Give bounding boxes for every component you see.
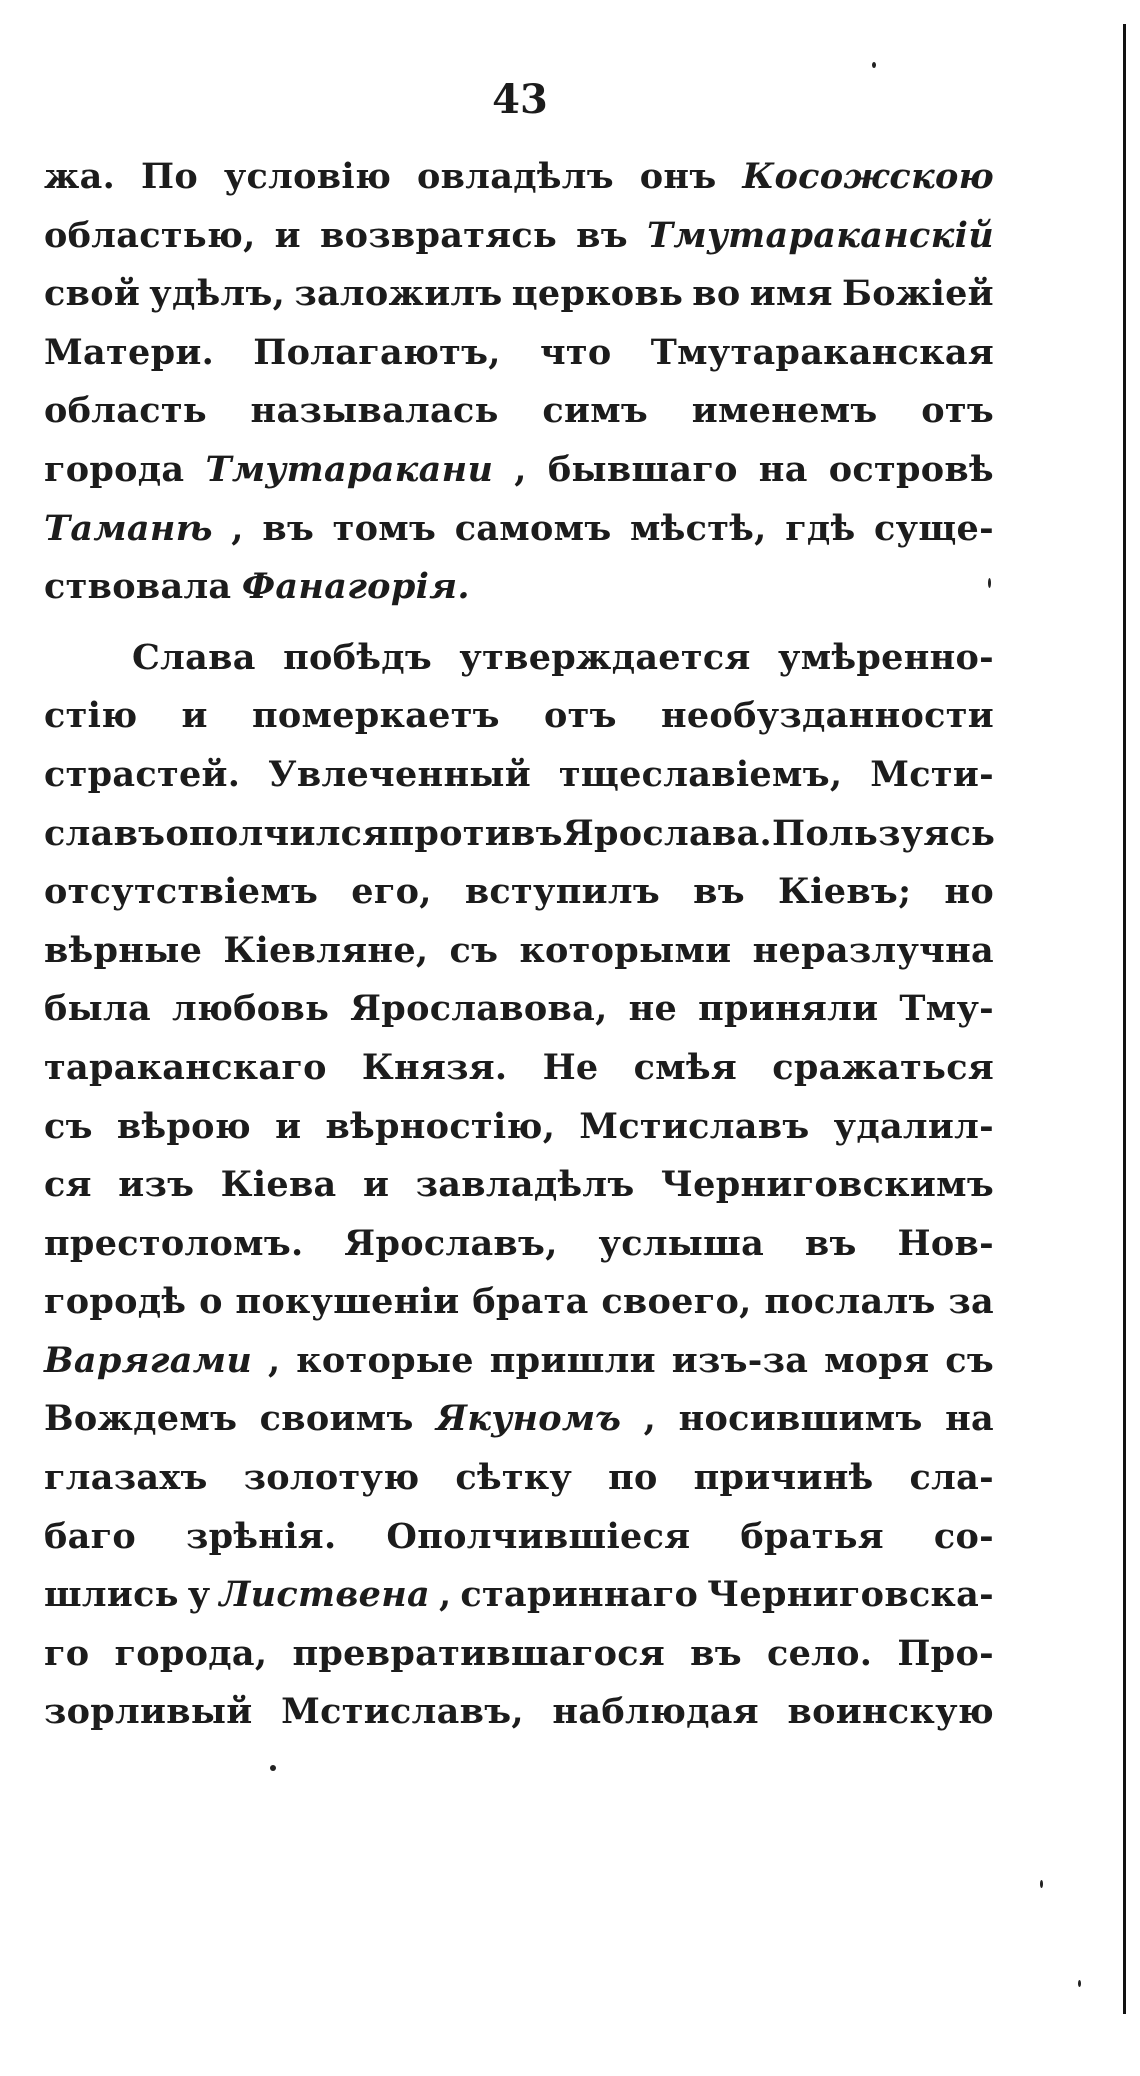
word: не (628, 988, 678, 1030)
word: Тму- (899, 988, 994, 1030)
word: Про- (897, 1632, 994, 1674)
word: услыша (598, 1222, 765, 1264)
text-line (44, 922, 994, 981)
word: неразлучна (752, 929, 994, 971)
word: отъ (921, 390, 994, 432)
word: зрѣнія. (185, 1515, 337, 1557)
word: имя (749, 273, 833, 315)
word: Черниговска- (707, 1574, 994, 1616)
word: Вождемъ (44, 1398, 238, 1440)
text-line (44, 1449, 994, 1508)
text-line (44, 863, 994, 922)
text-line (44, 1098, 994, 1157)
italic-word: Тмутаракани (205, 448, 494, 490)
word: , (514, 448, 527, 490)
word: шлись (44, 1574, 179, 1616)
word: необузданности (660, 695, 994, 737)
word: любовь (172, 988, 330, 1030)
text-line (44, 382, 994, 441)
word: го (44, 1632, 90, 1674)
word: въ (262, 507, 315, 549)
word: померкаетъ (251, 695, 500, 737)
scan-speck (270, 1765, 276, 1771)
word: Мсти- (870, 753, 994, 795)
word: Божіей (842, 273, 994, 315)
page-number: 43 (492, 76, 548, 123)
word: Нов- (897, 1222, 994, 1264)
word: Увлеченный (268, 753, 532, 795)
word: островѣ (828, 448, 994, 490)
word: была (44, 988, 151, 1030)
word: мѣстѣ, (630, 507, 767, 549)
word: зорливый (44, 1691, 253, 1733)
italic-word: Листвена (219, 1574, 431, 1616)
word: вступилъ (464, 871, 661, 913)
word: , (267, 1339, 281, 1381)
word: на (945, 1398, 994, 1440)
text-line (44, 1683, 994, 1742)
text-line (44, 1566, 994, 1625)
italic-word: Варягами (44, 1339, 253, 1381)
word: глазахъ (44, 1457, 208, 1499)
word: томъ (332, 507, 437, 549)
word: на (758, 448, 808, 490)
word: церковь (511, 273, 684, 315)
word: славъ (44, 812, 166, 854)
word: съ (44, 1105, 93, 1147)
word: послалъ (764, 1281, 936, 1323)
word: именемъ (691, 390, 878, 432)
body-text (44, 148, 994, 1742)
word: Кіевляне, (223, 929, 429, 971)
word: Князя. (361, 1046, 508, 1088)
word: область (44, 390, 207, 432)
word: за (948, 1281, 994, 1323)
word: братья (740, 1515, 884, 1557)
word: моря (824, 1339, 930, 1381)
word: симъ (542, 390, 649, 432)
word: Кіевъ; (778, 871, 912, 913)
word: баго (44, 1515, 137, 1557)
word: съ (945, 1339, 994, 1381)
word: ся (44, 1164, 92, 1206)
word: городѣ (44, 1281, 187, 1323)
word: , (643, 1398, 657, 1440)
word: носившимъ (678, 1398, 923, 1440)
italic-word: Фанагорія. (241, 566, 470, 608)
word: отъ (544, 695, 617, 737)
text-line (44, 1273, 994, 1332)
word: сѣтку (455, 1457, 573, 1499)
word: причинѣ (693, 1457, 874, 1499)
word: что (539, 331, 612, 373)
text-line (44, 558, 994, 617)
word: Кіева (220, 1164, 337, 1206)
word: овладѣлъ (417, 156, 614, 197)
word: его, (351, 871, 432, 913)
word: со- (933, 1515, 994, 1557)
word: которыми (519, 929, 732, 971)
word: ствовала (44, 566, 232, 608)
word: тараканскаго (44, 1046, 327, 1088)
text-line (44, 1156, 994, 1215)
word: жа. (44, 156, 116, 197)
word: ополчился (165, 812, 389, 854)
word: удѣлъ, (149, 273, 286, 315)
italic-word: Таманѣ (44, 507, 213, 549)
word: покушеніи (235, 1281, 460, 1323)
word: , (231, 507, 244, 549)
text-line (44, 1508, 994, 1567)
word: Ярославъ, (344, 1222, 558, 1264)
word: утверждается (459, 636, 751, 678)
text-line (44, 746, 994, 805)
word: Матери. (44, 331, 215, 373)
word: село. (766, 1632, 873, 1674)
word: гдѣ (785, 507, 856, 549)
word: вѣрностію, (325, 1105, 556, 1147)
word: и (274, 214, 301, 256)
word: возвратясь (320, 214, 558, 256)
text-line (44, 207, 994, 266)
word: , (438, 1574, 452, 1616)
word: въ (693, 871, 745, 913)
word: Не (542, 1046, 599, 1088)
word: своимъ (259, 1398, 414, 1440)
word: въ (690, 1632, 742, 1674)
word: Полагаютъ, (253, 331, 501, 373)
text-line (44, 980, 994, 1039)
word: Ярославова, (350, 988, 608, 1030)
text-line (44, 500, 994, 559)
text-line (44, 265, 994, 324)
word: бывшаго (547, 448, 738, 490)
word: областью, (44, 214, 256, 256)
word: и (362, 1164, 390, 1206)
word: но (944, 871, 994, 913)
word: страстей. (44, 753, 241, 795)
word: Черниговскимъ (660, 1164, 994, 1206)
word: Тмутараканская (650, 331, 994, 373)
scan-speck (988, 578, 991, 588)
word: золотую (243, 1457, 420, 1499)
word: престоломъ. (44, 1222, 304, 1264)
word: изъ-за (671, 1339, 809, 1381)
word: умѣренно- (778, 636, 994, 678)
word: которые (296, 1339, 474, 1381)
word: вѣрою (116, 1105, 251, 1147)
italic-word: Косожскою (742, 156, 994, 197)
word: заложилъ (294, 273, 503, 315)
word: Мстиславъ, (281, 1691, 524, 1733)
word: приняли (698, 988, 879, 1030)
word: суще- (874, 507, 994, 549)
word: Ополчившіеся (386, 1515, 691, 1557)
word: стію (44, 695, 138, 737)
word: въ (804, 1222, 857, 1264)
word: у (187, 1574, 211, 1616)
word: условію (223, 156, 392, 197)
word: наблюдая (552, 1691, 759, 1733)
word: города (44, 448, 185, 490)
word: Ярослава. (562, 812, 773, 854)
word: изъ (118, 1164, 195, 1206)
text-line (44, 1039, 994, 1098)
word: называлась (250, 390, 499, 432)
word: удалил- (833, 1105, 994, 1147)
word: съ (449, 929, 499, 971)
word: города, (114, 1632, 268, 1674)
word: Мстиславъ (579, 1105, 810, 1147)
word: по (608, 1457, 658, 1499)
text-line (44, 1390, 994, 1449)
text-line (44, 441, 994, 500)
word: брата (472, 1281, 589, 1323)
word: завладѣлъ (415, 1164, 635, 1206)
word: сла- (909, 1457, 994, 1499)
word: самомъ (454, 507, 612, 549)
text-line (44, 687, 994, 746)
text-line (44, 629, 994, 688)
scan-speck (872, 62, 876, 68)
word: тщеславіемъ, (558, 753, 843, 795)
word: и (275, 1105, 302, 1147)
word: Слава (132, 636, 256, 678)
scan-speck (1078, 1980, 1081, 1987)
word: въ (576, 214, 628, 256)
word: свой (44, 273, 141, 315)
page-edge-line (1123, 24, 1126, 2014)
word: Пользуясь (772, 812, 996, 854)
word: стариннаго (460, 1574, 699, 1616)
word: побѣдъ (283, 636, 433, 678)
word: и (181, 695, 208, 737)
text-line (44, 324, 994, 383)
text-line (44, 1332, 994, 1391)
word: сражаться (772, 1046, 994, 1088)
word: пришли (489, 1339, 656, 1381)
text-line (44, 1215, 994, 1274)
word: своего, (601, 1281, 752, 1323)
word: о (199, 1281, 223, 1323)
text-line (44, 148, 994, 207)
word: превратившагося (292, 1632, 666, 1674)
word: отсутствіемъ (44, 871, 319, 913)
word: воинскую (787, 1691, 994, 1733)
word: онъ (639, 156, 717, 197)
word: вѣрные (44, 929, 203, 971)
italic-word: Тмутараканскій (647, 214, 994, 256)
text-line (44, 1625, 994, 1684)
word: во (692, 273, 741, 315)
scan-speck (1040, 1880, 1043, 1888)
word: смѣя (633, 1046, 738, 1088)
text-line (44, 805, 994, 864)
italic-word: Якуномъ (436, 1398, 622, 1440)
word: противъ (388, 812, 563, 854)
paragraph-gap (44, 617, 994, 629)
word: По (140, 156, 198, 197)
